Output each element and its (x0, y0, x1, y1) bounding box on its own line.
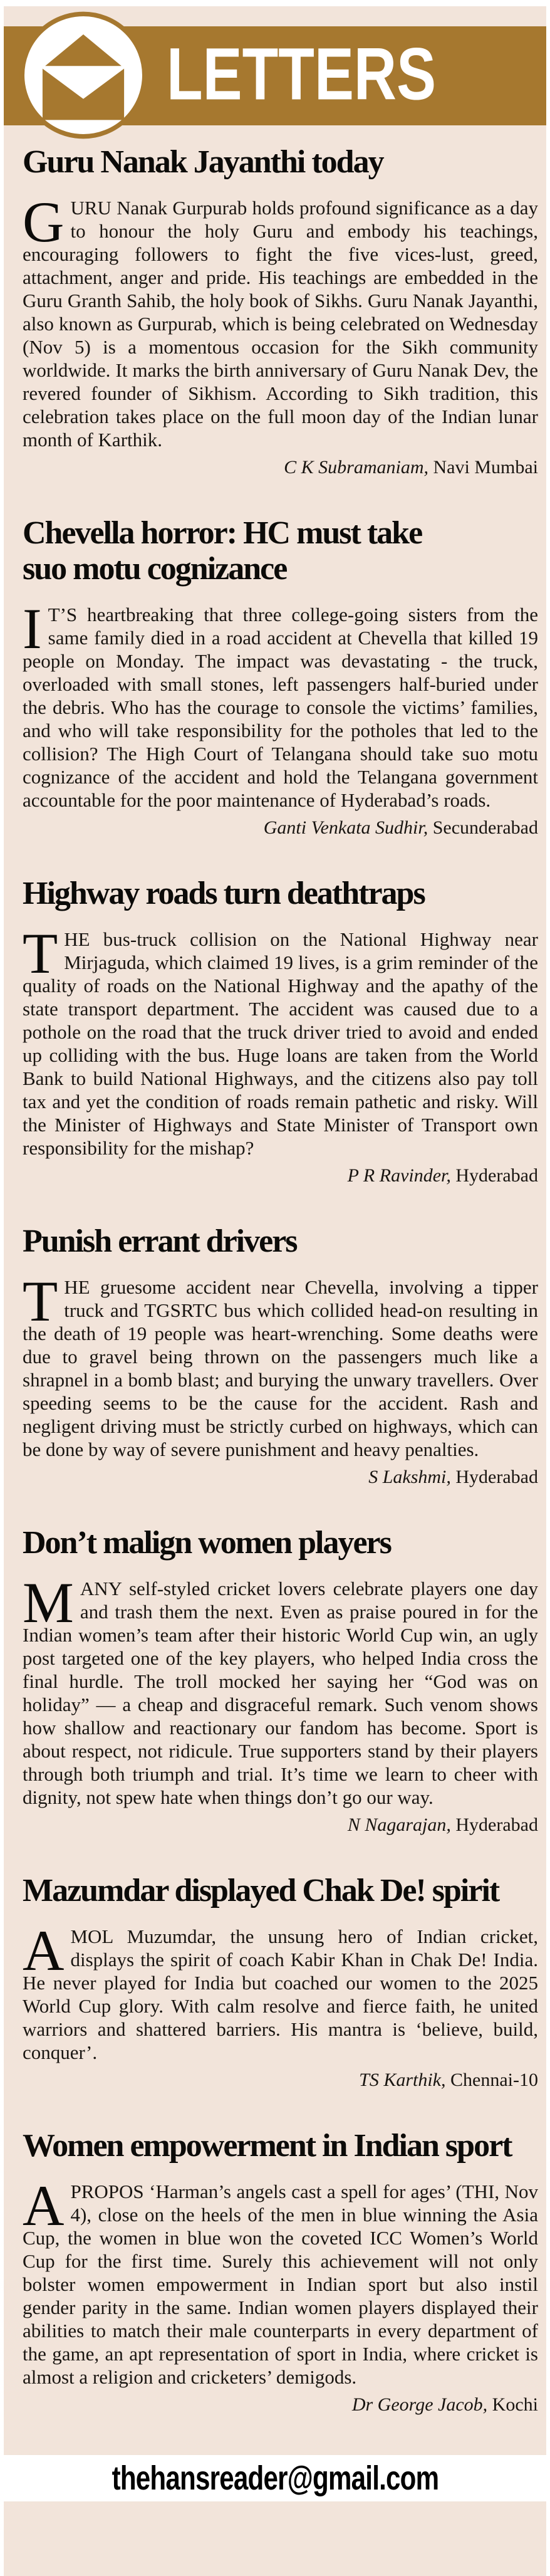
letters-list (4, 144, 546, 2417)
signature-name: TS Karthik, (359, 2070, 446, 2090)
signature-place: Hyderabad (455, 1814, 538, 1835)
letter-body (23, 1269, 538, 1461)
letter-women-empowerment (23, 2128, 538, 2417)
letter-headline: Highway roads turn deathtraps (23, 876, 425, 911)
letter-text: HE gruesome accident near Chevella, involving a tipper truck and TGSRTC bus which collided head-on resulting in the death of 19 people was heart-wrenching. Some deaths were due to gravel being thrown on the passengers much like a shrapnel in a bomb blast; and burying the unwary travellers. Over speeding seems to be the cause for the accident. Rash and negligent driving must be strictly curbed on highways, which can be done by way of severe punishment and heavy penalties. (23, 1276, 538, 1460)
letter-guru-nanak (23, 144, 538, 480)
dropcap: A (23, 1919, 65, 1982)
signature-name: Dr George Jacob, (351, 2394, 488, 2415)
letter-headline: Punish errant drivers (23, 1223, 297, 1259)
letter-body (23, 921, 538, 1160)
section-title: LETTERS (167, 33, 437, 116)
letter-women-players (23, 1525, 538, 1838)
dropcap: T (23, 1269, 58, 1333)
signature-place: Chennai-10 (450, 2070, 538, 2090)
letters-page (4, 6, 546, 2576)
dropcap: I (23, 597, 42, 661)
letter-mazumdar-spirit (23, 1873, 538, 2093)
letter-highway-deathtraps (23, 876, 538, 1188)
letter-headline: Chevella horror: HC must take suo motu cognizance (23, 515, 422, 587)
signature-place: Hyderabad (455, 1467, 538, 1487)
letter-text: ANY self-styled cricket lovers celebrate players one day and trash them the next. Even as praise poured in for the Indian women’s team after their historic World Cup win, an ugly post targeted one of the key players, who helped India cross the final hurdle. The troll mocked her saying her “God was on holiday” — a cheap and disgraceful remark. Such venom shows how shallow and reactionary our fandom has become. Sport is about respect, not ridicule. True supporters stand by their players through both triumph and trial. It’s time we learn to cheer with dignity, not spew hate when things don’t go our way. (23, 1578, 538, 1808)
letter-body (23, 2174, 538, 2389)
dropcap: A (23, 2174, 65, 2238)
letter-text: HE bus-truck collision on the National Highway near Mirjaguda, which claimed 19 lives, is a grim reminder of the quality of roads on the National Highway and the apathy of the state transport department. The accident was caused due to a pothole on the road that the truck driver tried to avoid and ended up colliding with the bus. Huge loans are taken from the World Bank to build National Highways, and the citizens also pay toll tax and yet the condition of roads remain pathetic and risky. Will the Minister of Highways and State Minister of Transport own responsibility for the mishap? (23, 928, 538, 1159)
email-strip (4, 2455, 546, 2501)
signature-place: Navi Mumbai (433, 457, 538, 478)
letter-signature (23, 2068, 538, 2093)
letter-headline: Women empowerment in Indian sport (23, 2128, 512, 2164)
letter-text: MOL Muzumdar, the unsung hero of Indian cricket, displays the spirit of coach Kabir Khan in Chak De! India. He never played for India but coached our women to the 2025 World Cup glory. With calm resolve and fierce faith, he united warriors and shattered barriers. His mantra is ‘believe, build, conquer’. (23, 1925, 538, 2063)
dropcap: M (23, 1571, 74, 1635)
letter-punish-drivers (23, 1223, 538, 1490)
letter-body (23, 597, 538, 812)
letter-body (23, 1919, 538, 2064)
letter-signature (23, 1813, 538, 1838)
letter-text: URU Nanak Gurpurab holds profound significance as a day to honour the holy Guru and embody his teachings, encouraging followers to fight the five vices-lust, greed, attachment, anger and pride. His teachings are embedded in the Guru Granth Sahib, the holy book of Sikhs. Guru Nanak Jayanthi, also known as Gurpurab, which is being celebrated on Wednesday (Nov 5) is a momentous occasion for the Sikh community worldwide. It marks the birth anniversary of Guru Nanak Dev, the revered founder of Sikhism. According to Sikh tradition, this celebration takes place on the full moon day of the Indian lunar month of Karthik. (23, 197, 538, 451)
envelope-icon (18, 9, 149, 142)
letter-text: PROPOS ‘Harman’s angels cast a spell for ages’ (THI, Nov 4), close on the heels of the men in blue winning the Asia Cup, the women in blue won the coveted ICC Women’s World Cup for the first time. Surely this achievement will not only bolster women empowerment in Indian sport but also instil gender parity in the same. Indian women players displayed their abilities to match their male counterparts in every department of the game, an apt representation of sport in India, where cricket is almost a religion and cricketers’ demigods. (23, 2181, 538, 2388)
signature-place: Kochi (492, 2394, 538, 2415)
letter-text: T’S heartbreaking that three college-going sisters from the same family died in a road accident at Chevella that killed 19 people on Monday. The impact was devastating - the truck, overloaded with small stones, left passengers half-buried under the debris. Who has the courage to console the victims’ families, and who will take responsibility for the potholes that led to the collision? The High Court of Telangana should take suo motu cognizance of the accident and hold the Telangana government accountable for the poor maintenance of Hyderabad’s roads. (23, 604, 538, 811)
letter-signature (23, 815, 538, 840)
letter-body (23, 190, 538, 451)
letter-signature (23, 1163, 538, 1188)
letter-headline: Don’t malign women players (23, 1525, 391, 1561)
letter-signature (23, 1465, 538, 1490)
signature-name: S Lakshmi, (368, 1467, 451, 1487)
letter-signature (23, 455, 538, 480)
signature-name: C K Subramaniam, (284, 457, 429, 478)
dropcap: T (23, 921, 58, 985)
signature-name: P R Ravinder, (347, 1165, 451, 1186)
letter-headline: Mazumdar displayed Chak De! spirit (23, 1873, 499, 1908)
letter-signature (23, 2392, 538, 2417)
signature-place: Secunderabad (432, 817, 538, 838)
letters-banner (4, 26, 546, 125)
signature-name: Ganti Venkata Sudhir, (263, 817, 428, 838)
reader-email: thehansreader@gmail.com (112, 2459, 438, 2497)
letter-body (23, 1571, 538, 1809)
letter-headline: Guru Nanak Jayanthi today (23, 144, 383, 180)
signature-place: Hyderabad (455, 1165, 538, 1186)
letter-chevella-horror (23, 515, 538, 840)
signature-name: N Nagarajan, (347, 1814, 451, 1835)
dropcap: G (23, 190, 65, 254)
